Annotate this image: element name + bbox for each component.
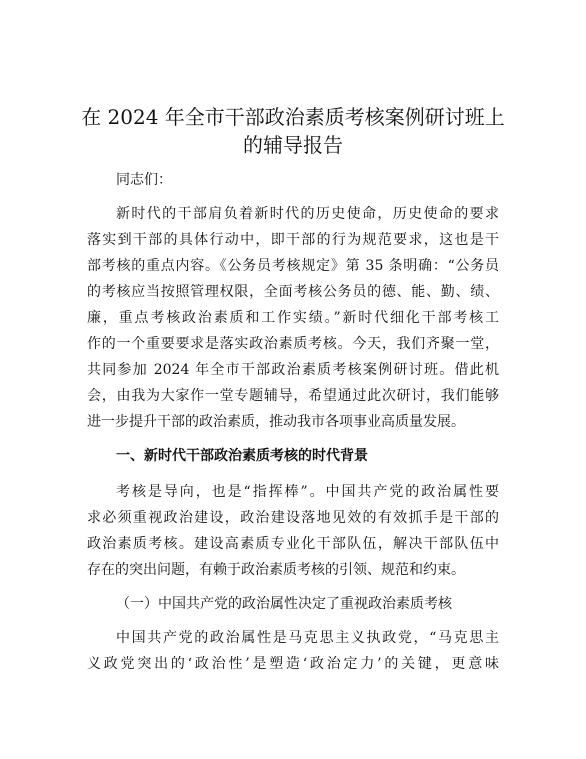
paragraph-1-line: 落实到干部的具体行动中，即干部的行为规范要求，这也是干 (87, 232, 499, 248)
paragraph-2-line: 求必须重视政治建设，政治建设落地见效的有效抓手是干部的 (87, 510, 499, 526)
document-title-line-2: 的辅导报告 (243, 133, 343, 157)
paragraph-1-line: 新时代的干部肩负着新时代的历史使命，历史使命的要求 (116, 206, 499, 222)
paragraph-3-line: 义政党突出的‘政治性’是塑造‘政治定力’的关键，更意味 (87, 656, 499, 672)
paragraph-1-line: 作的一个重要要求是落实政治素质考核。今天，我们齐聚一堂， (87, 336, 499, 352)
document-title-line-1: 在 2024 年全市干部政治素质考核案例研讨班上 (81, 105, 505, 129)
section-heading-1: 一、新时代干部政治素质考核的时代背景 (116, 448, 368, 464)
paragraph-1-line: 廉，重点考核政治素质和工作实绩。”新时代细化干部考核工 (87, 310, 499, 326)
paragraph-2-line: 政治素质考核。建设高素质专业化干部队伍，解决干部队伍中 (87, 536, 499, 552)
paragraph-3-line: 中国共产党的政治属性是马克思主义执政党，“马克思主 (116, 630, 499, 646)
greeting: 同志们： (116, 172, 172, 188)
paragraph-1-line: 的考核应当按照管理权限，全面考核公务员的德、能、勤、绩、 (87, 284, 499, 300)
paragraph-2-line: 存在的突出问题，有赖于政治素质考核的引领、规范和约束。 (87, 562, 465, 578)
paragraph-1-line: 共同参加 2024 年全市干部政治素质考核案例研讨班。借此机 (87, 362, 499, 378)
paragraph-1-line: 会，由我为大家作一堂专题辅导，希望通过此次研讨，我们能够 (87, 388, 499, 404)
section-heading-2: （一）中国共产党的政治属性决定了重视政治素质考核 (116, 596, 452, 612)
paragraph-2-line: 考核是导向，也是“指挥棒”。中国共产党的政治属性要 (116, 484, 499, 500)
paragraph-1-line: 部考核的重点内容。《公务员考核规定》第 35 条明确：“公务员 (87, 258, 499, 274)
paragraph-1-line: 进一步提升干部的政治素质，推动我市各项事业高质量发展。 (87, 414, 465, 430)
